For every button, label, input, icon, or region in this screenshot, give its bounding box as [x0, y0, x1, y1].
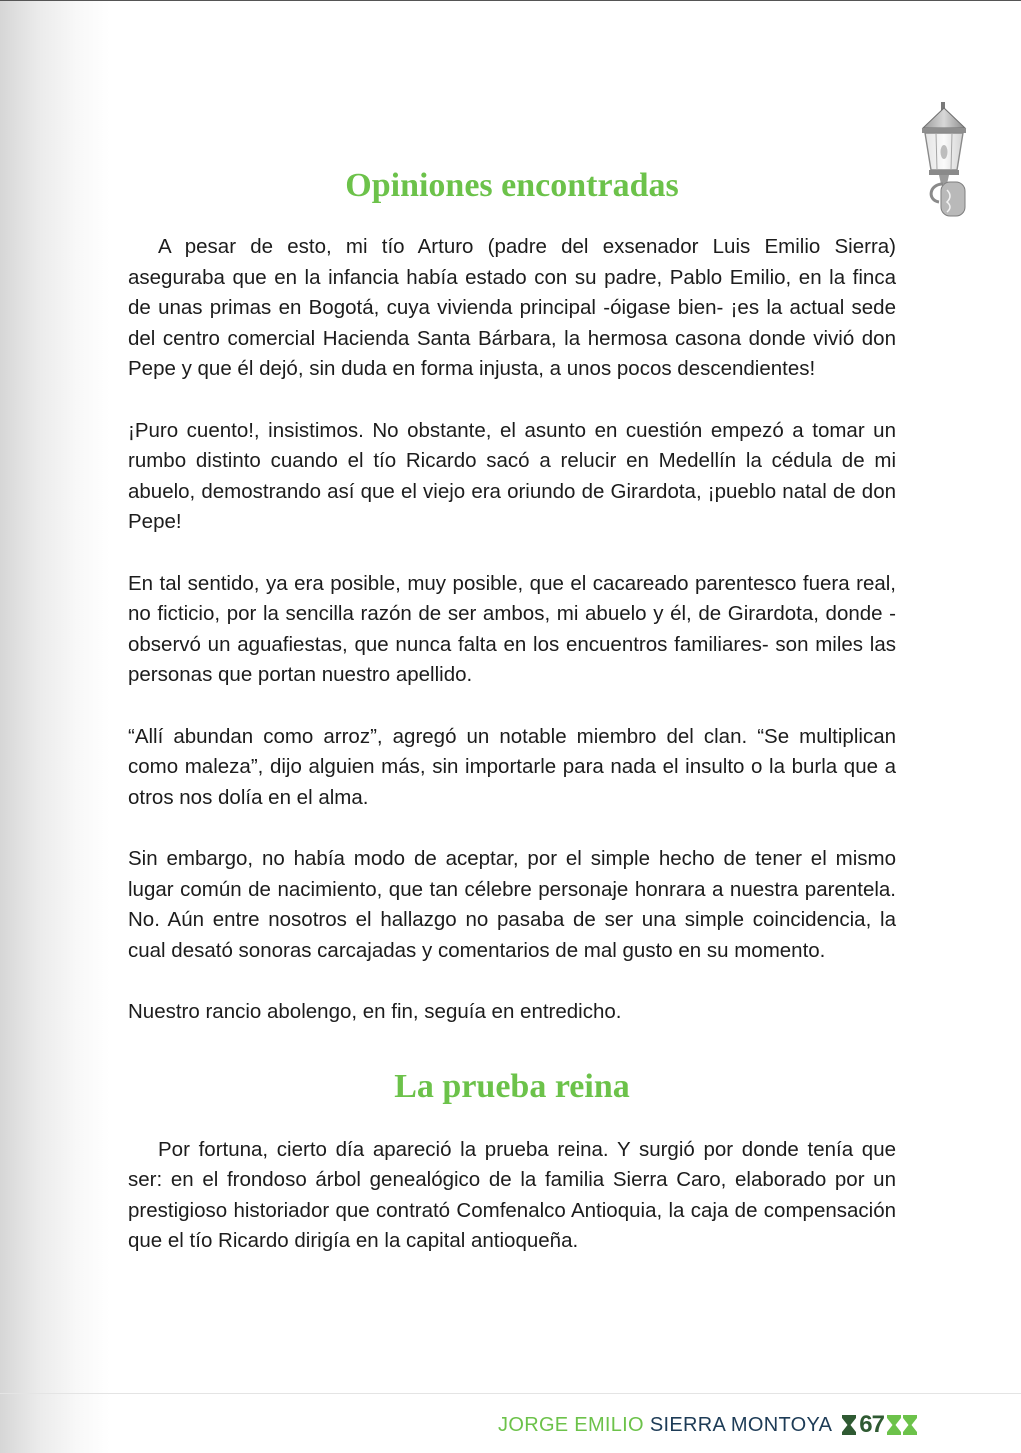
paragraph: ¡Puro cuento!, insistimos. No obstante, el asunto en cuestión empezó a tomar un rumbo distinto cuando el tío Ricardo sacó a relucir en Medellín la cédula de mi abuelo, demostrando así que el viejo era oriundo de Girardota, ¡pueblo natal de don Pepe! — [128, 418, 896, 533]
footer-author-first: JORGE EMILIO — [498, 1413, 644, 1436]
page-footer — [498, 1410, 917, 1440]
footer-author-last: SIERRA MONTOYA — [649, 1413, 833, 1436]
page-number: 67 — [859, 1411, 884, 1438]
paragraph: En tal sentido, ya era posible, muy posible, que el cacareado parentesco fuera real, no ficticio, por la sencilla razón de ser ambos, mi abuelo y él, de Girardota, donde -observó un aguafiestas, que nunca falta en los encuentros familiares- son miles las personas que portan nuestro apellido. — [128, 571, 896, 686]
top-border — [0, 0, 1021, 1]
paragraph: “Allí abundan como arroz”, agregó un notable miembro del clan. “Se multiplican como maleza”, dijo alguien más, sin importarle para nada el insulto o la burla que a otros nos dolía en el alma. — [128, 724, 896, 809]
footer-divider — [0, 1393, 1021, 1394]
page-gutter-shadow — [0, 0, 110, 1453]
section-heading-opiniones: Opiniones encontradas — [345, 167, 679, 204]
hourglass-icon — [887, 1415, 901, 1435]
paragraph: Por fortuna, cierto día apareció la prueba reina. Y surgió por donde tenía que ser: en el frondoso árbol genealógico de la familia Sierra Caro, elaborado por un prestigioso historiador que contrató Comfenalco Antioquia, la caja de compensación que el tío Ricardo dirigía en la capital antioqueña. — [128, 1137, 896, 1252]
section-heading-prueba-reina: La prueba reina — [394, 1067, 630, 1105]
paragraph: Nuestro rancio abolengo, en fin, seguía en entredicho. — [128, 1000, 622, 1023]
paragraph: Sin embargo, no había modo de aceptar, por el simple hecho de tener el mismo lugar común de nacimiento, que tan célebre personaje honrara a nuestra parentela. No. Aún entre nosotros el hallazgo no pasaba de ser una simple coincidencia, la cual desató sonoras carcajadas y comentarios de mal gusto en su momento. — [128, 847, 896, 962]
paragraph: A pesar de esto, mi tío Arturo (padre del exsenador Luis Emilio Sierra) aseguraba que en la infancia había estado con su padre, Pablo Emilio, en la finca de unas primas en Bogotá, cuya vivienda principal -óigase bien- ¡es la actual sede del centro comercial Hacienda Santa Bárbara, la hermosa casona donde vivió don Pepe y que él dejó, sin duda en forma injusta, a unos pocos descendientes! — [128, 235, 896, 380]
hourglass-icon — [842, 1415, 856, 1435]
wall-lantern-icon — [915, 100, 973, 220]
page-content — [128, 158, 896, 1288]
hourglass-icon — [903, 1415, 917, 1435]
